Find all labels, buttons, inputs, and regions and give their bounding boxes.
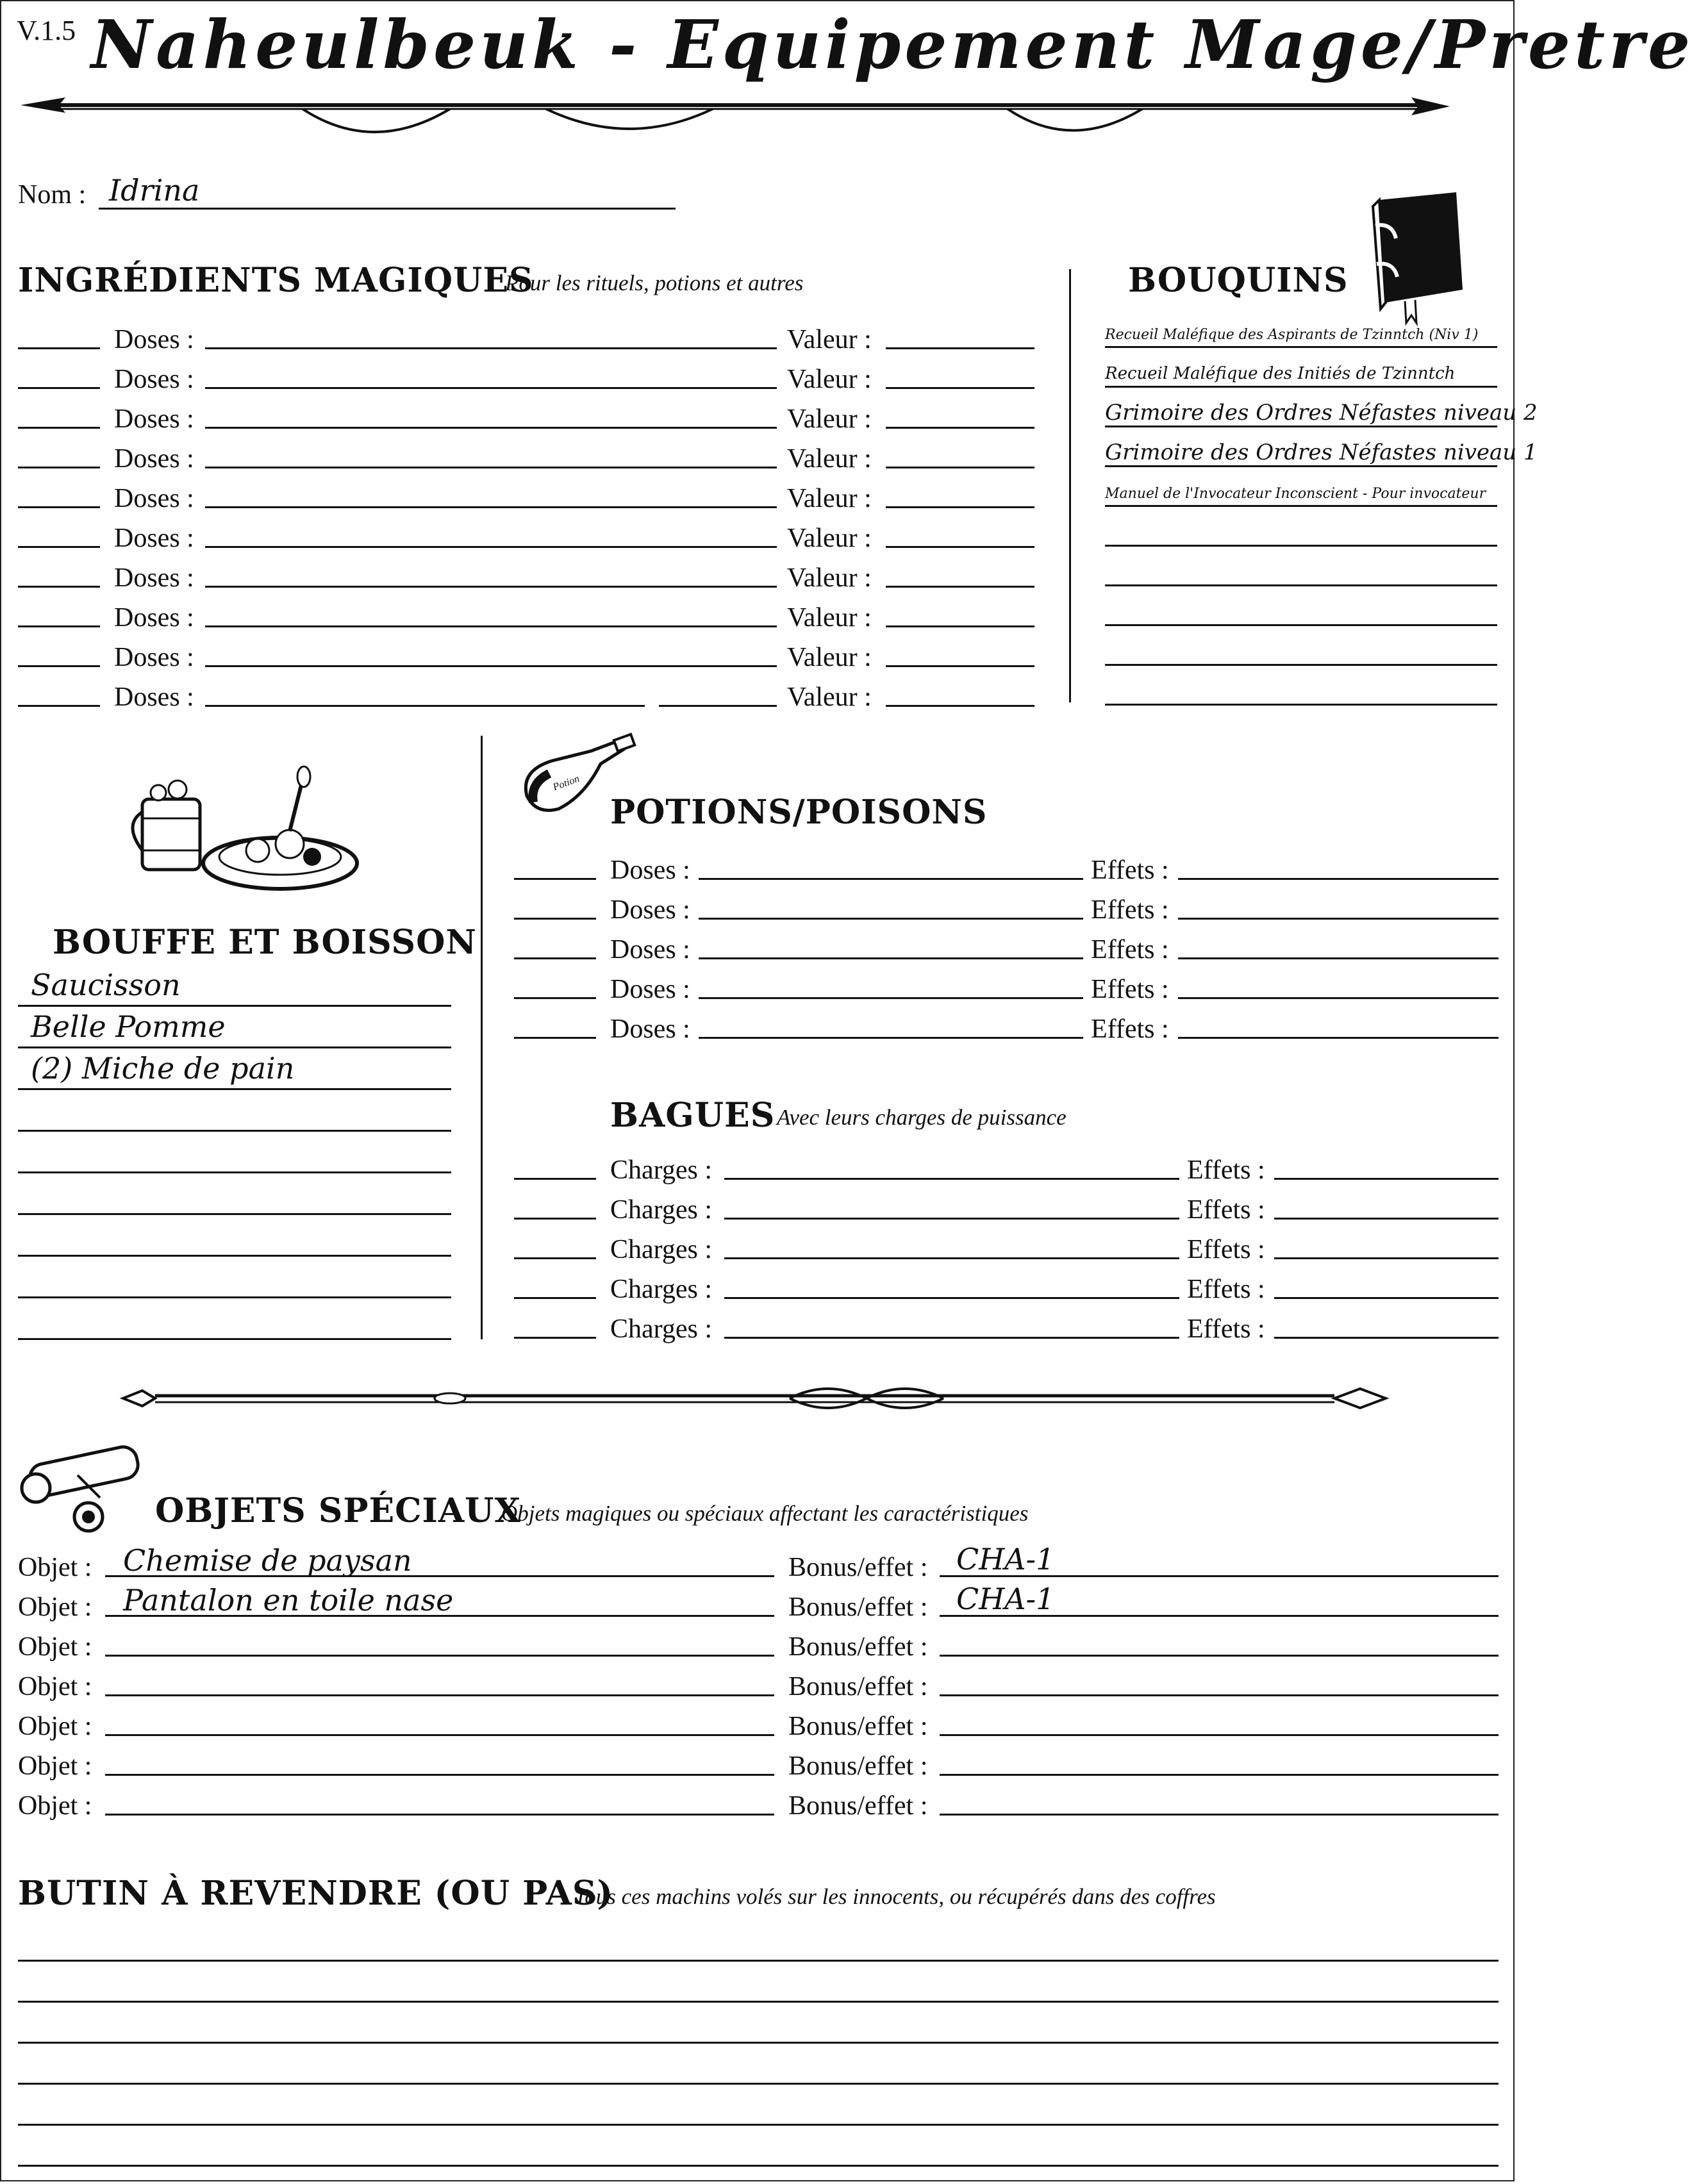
ingredient-valeur-label: Valeur : — [787, 643, 872, 672]
ingredient-valeur-field[interactable] — [886, 586, 1034, 588]
ingredient-doses-label: Doses : — [114, 325, 194, 354]
bouquin-entry[interactable]: Manuel de l'Invocateur Inconscient - Pour invocateur — [1105, 486, 1486, 502]
objet-bonus-field[interactable] — [940, 1734, 1499, 1736]
ingredient-name-field[interactable] — [205, 387, 777, 389]
bague-charges-label: Charges : — [610, 1314, 713, 1344]
bouquin-line[interactable] — [1105, 505, 1497, 507]
objet-bonus-label: Bonus/effet : — [788, 1791, 928, 1821]
ingredient-name-field[interactable] — [205, 665, 777, 667]
objet-field[interactable] — [105, 1694, 774, 1696]
ingredient-valeur-field[interactable] — [886, 387, 1034, 389]
ingredient-name-field[interactable] — [205, 546, 777, 548]
ingredient-valeur-field[interactable] — [886, 705, 1034, 707]
ingredient-name-field[interactable] — [205, 347, 777, 349]
potion-qty-field[interactable] — [514, 918, 596, 920]
potion-effets-label: Effets : — [1091, 856, 1169, 885]
bague-charges-label: Charges : — [610, 1275, 713, 1304]
bouffe-line[interactable] — [18, 1046, 451, 1048]
potion-qty-field[interactable] — [514, 957, 596, 959]
potion-qty-field[interactable] — [514, 1037, 596, 1039]
ingredient-qty-field[interactable] — [18, 665, 100, 667]
bouquin-entry[interactable]: Recueil Maléfique des Initiés de Tzinntch — [1105, 364, 1456, 383]
ingredient-name-field[interactable] — [205, 506, 777, 508]
divider-bouffe-potions — [481, 736, 483, 1339]
bouquin-line[interactable] — [1105, 386, 1497, 388]
ingredient-valeur-label: Valeur : — [787, 682, 872, 712]
ingredient-qty-field[interactable] — [18, 705, 100, 707]
ingredient-qty-field[interactable] — [18, 625, 100, 627]
bagues-subtitle: Avec leurs charges de puissance — [777, 1105, 1067, 1130]
potion-name-field[interactable] — [699, 997, 1083, 999]
bouffe-title: BOUFFE ET BOISSON — [53, 923, 477, 962]
objet-label: Objet : — [18, 1712, 92, 1741]
page-title: Naheulbeuk - Equipement Mage/Pretre — [91, 5, 1694, 84]
ingredient-valeur-field[interactable] — [886, 506, 1034, 508]
objet-label: Objet : — [18, 1592, 92, 1622]
ingredient-name-field[interactable] — [205, 705, 645, 707]
bouquin-line[interactable] — [1105, 465, 1497, 467]
bague-name-field[interactable] — [724, 1218, 1179, 1220]
objet-bonus-label: Bonus/effet : — [788, 1632, 928, 1662]
potion-doses-label: Doses : — [610, 895, 690, 925]
potion-effets-label: Effets : — [1091, 895, 1169, 925]
bague-name-field[interactable] — [724, 1178, 1179, 1180]
bouquin-entry[interactable]: Grimoire des Ordres Néfastes niveau 1 — [1105, 440, 1538, 465]
ingredient-qty-field[interactable] — [18, 586, 100, 588]
potion-name-field[interactable] — [699, 1037, 1083, 1039]
bague-effets-field[interactable] — [1274, 1178, 1499, 1180]
objet-bonus-label: Bonus/effet : — [788, 1592, 928, 1622]
ingredient-valeur-field[interactable] — [886, 467, 1034, 468]
potion-effets-field[interactable] — [1178, 918, 1499, 920]
objet-field[interactable] — [105, 1734, 774, 1736]
bague-qty-field[interactable] — [514, 1257, 596, 1259]
objet-bonus-field[interactable] — [940, 1655, 1499, 1657]
potion-doses-label: Doses : — [610, 856, 690, 885]
butin-subtitle: Tous ces machins volés sur les innocents, ou récupérés dans des coffres — [574, 1884, 1216, 1909]
bouquin-line[interactable] — [1105, 545, 1497, 547]
objet-label: Objet : — [18, 1553, 92, 1582]
objet-field[interactable] — [105, 1774, 774, 1776]
bagues-title: BAGUES — [610, 1096, 776, 1135]
objet-label: Objet : — [18, 1632, 92, 1662]
objet-bonus-label: Bonus/effet : — [788, 1672, 928, 1701]
bague-name-field[interactable] — [724, 1337, 1179, 1339]
bague-qty-field[interactable] — [514, 1337, 596, 1339]
objet-label: Objet : — [18, 1672, 92, 1701]
bague-effets-label: Effets : — [1187, 1235, 1265, 1264]
bouffe-line[interactable] — [18, 1005, 451, 1007]
potion-name-field[interactable] — [699, 878, 1083, 880]
butin-line[interactable] — [18, 2042, 1499, 2044]
ingredient-qty-field[interactable] — [18, 427, 100, 429]
name-line — [99, 208, 676, 210]
bouffe-entry[interactable]: Saucisson — [31, 968, 181, 1002]
potion-effets-field[interactable] — [1178, 1037, 1499, 1039]
butin-line[interactable] — [18, 2001, 1499, 2003]
ingredient-valeur-label: Valeur : — [787, 325, 872, 354]
bague-effets-field[interactable] — [1274, 1218, 1499, 1220]
bouffe-line[interactable] — [18, 1338, 451, 1340]
objet-bonus-label: Bonus/effet : — [788, 1553, 928, 1582]
ingredient-doses-label: Doses : — [114, 643, 194, 672]
ingredient-valeur-label: Valeur : — [787, 444, 872, 474]
objet-field[interactable] — [105, 1814, 774, 1816]
potion-effets-field[interactable] — [1178, 997, 1499, 999]
ingredient-doses-label: Doses : — [114, 484, 194, 513]
ingredient-qty-field[interactable] — [18, 387, 100, 389]
objet-bonus-field[interactable] — [940, 1694, 1499, 1696]
bague-effets-label: Effets : — [1187, 1155, 1265, 1185]
bague-charges-label: Charges : — [610, 1155, 713, 1185]
ingredient-doses-label: Doses : — [114, 444, 194, 474]
bague-qty-field[interactable] — [514, 1178, 596, 1180]
bouffe-entry[interactable]: Belle Pomme — [31, 1009, 226, 1044]
bouquins-title: BOUQUINS — [1128, 261, 1349, 300]
potion-qty-field[interactable] — [514, 878, 596, 880]
bouquin-line[interactable] — [1105, 704, 1497, 706]
ingredient-name-field-extra[interactable] — [659, 705, 777, 707]
name-label: Nom : — [18, 180, 87, 210]
ingredient-doses-label: Doses : — [114, 603, 194, 633]
ingredient-doses-label: Doses : — [114, 365, 194, 394]
potion-doses-label: Doses : — [610, 975, 690, 1004]
potion-effets-label: Effets : — [1091, 935, 1169, 964]
bouffe-line[interactable] — [18, 1213, 451, 1215]
ingredient-name-field[interactable] — [205, 625, 777, 627]
ingredient-valeur-label: Valeur : — [787, 563, 872, 593]
spear-divider-top — [14, 78, 1456, 142]
bouffe-entry[interactable]: (2) Miche de pain — [31, 1051, 295, 1086]
bague-effets-field[interactable] — [1274, 1337, 1499, 1339]
ingredients-title: INGRÉDIENTS MAGIQUES — [18, 261, 534, 300]
objet-entry[interactable]: Pantalon en toile nase — [123, 1583, 454, 1617]
bouquin-entry[interactable]: Grimoire des Ordres Néfastes niveau 2 — [1105, 400, 1538, 426]
ingredient-valeur-field[interactable] — [886, 625, 1034, 627]
staff-divider — [117, 1373, 1392, 1424]
ingredient-doses-label: Doses : — [114, 404, 194, 434]
potion-effets-label: Effets : — [1091, 975, 1169, 1004]
bouquin-line[interactable] — [1105, 624, 1497, 626]
ingredient-valeur-label: Valeur : — [787, 404, 872, 434]
ingredient-valeur-field[interactable] — [886, 665, 1034, 667]
divider-ingredients-bouquins — [1069, 269, 1071, 702]
potion-effets-field[interactable] — [1178, 878, 1499, 880]
objets-subtitle: Objets magiques ou spéciaux affectant les caractéristiques — [501, 1501, 1029, 1526]
objets-title: OBJETS SPÉCIAUX — [155, 1491, 521, 1530]
version-label: V.1.5 — [17, 15, 76, 46]
objet-bonus-label: Bonus/effet : — [788, 1751, 928, 1781]
bouffe-line[interactable] — [18, 1088, 451, 1090]
bouffe-line[interactable] — [18, 1171, 451, 1173]
scroll-and-ring-icon — [17, 1437, 145, 1539]
ingredient-valeur-label: Valeur : — [787, 484, 872, 513]
bouffe-line[interactable] — [18, 1296, 451, 1298]
ingredient-name-field[interactable] — [205, 427, 777, 429]
butin-title: BUTIN À REVENDRE (OU PAS) — [18, 1874, 613, 1913]
ingredient-qty-field[interactable] — [18, 546, 100, 548]
objet-bonus-entry[interactable]: CHA-1 — [956, 1582, 1055, 1616]
bague-name-field[interactable] — [724, 1297, 1179, 1299]
potion-name-field[interactable] — [699, 957, 1083, 959]
bague-effets-label: Effets : — [1187, 1314, 1265, 1344]
ingredient-valeur-label: Valeur : — [787, 365, 872, 394]
bouquin-line[interactable] — [1105, 426, 1497, 427]
ingredient-valeur-field[interactable] — [886, 427, 1034, 429]
ingredient-doses-label: Doses : — [114, 682, 194, 712]
bouffe-line[interactable] — [18, 1130, 451, 1132]
ingredient-qty-field[interactable] — [18, 347, 100, 349]
bague-name-field[interactable] — [724, 1257, 1179, 1259]
butin-line[interactable] — [18, 2165, 1499, 2167]
objet-label: Objet : — [18, 1751, 92, 1781]
objet-label: Objet : — [18, 1791, 92, 1821]
potion-qty-field[interactable] — [514, 997, 596, 999]
butin-line[interactable] — [18, 2124, 1499, 2126]
objet-entry[interactable]: Chemise de paysan — [123, 1543, 412, 1578]
ingredient-qty-field[interactable] — [18, 506, 100, 508]
bague-effets-field[interactable] — [1274, 1257, 1499, 1259]
objet-field[interactable] — [105, 1655, 774, 1657]
bague-effets-label: Effets : — [1187, 1275, 1265, 1304]
bague-qty-field[interactable] — [514, 1218, 596, 1220]
ingredients-subtitle: Pour les rituels, potions et autres — [505, 270, 804, 295]
bouquin-line[interactable] — [1105, 346, 1497, 348]
bague-qty-field[interactable] — [514, 1297, 596, 1299]
potion-effets-field[interactable] — [1178, 957, 1499, 959]
ingredient-valeur-label: Valeur : — [787, 603, 872, 633]
potion-bottle-label: Potion — [551, 773, 581, 793]
bouquin-line[interactable] — [1105, 664, 1497, 666]
potion-name-field[interactable] — [699, 918, 1083, 920]
potion-doses-label: Doses : — [610, 935, 690, 964]
ingredient-name-field[interactable] — [205, 467, 777, 468]
potion-doses-label: Doses : — [610, 1014, 690, 1044]
objet-bonus-field[interactable] — [940, 1774, 1499, 1776]
ingredient-doses-label: Doses : — [114, 563, 194, 593]
book-icon — [1366, 187, 1469, 325]
ingredient-qty-field[interactable] — [18, 467, 100, 468]
ingredient-doses-label: Doses : — [114, 524, 194, 553]
objet-bonus-label: Bonus/effet : — [788, 1712, 928, 1741]
potions-title: POTIONS/POISONS — [610, 793, 988, 832]
bouquin-entry[interactable]: Recueil Maléfique des Aspirants de Tzinntch (Niv 1) — [1105, 327, 1479, 343]
ingredient-valeur-field[interactable] — [886, 347, 1034, 349]
name-value[interactable]: Idrina — [109, 173, 200, 208]
ingredient-valeur-label: Valeur : — [787, 524, 872, 553]
butin-line[interactable] — [18, 2083, 1499, 2085]
ingredient-name-field[interactable] — [205, 586, 777, 588]
bouffe-line[interactable] — [18, 1255, 451, 1257]
potion-effets-label: Effets : — [1091, 1014, 1169, 1044]
butin-line[interactable] — [18, 1960, 1499, 1962]
bague-charges-label: Charges : — [610, 1235, 713, 1264]
bouquin-line[interactable] — [1105, 584, 1497, 586]
bague-effets-label: Effets : — [1187, 1195, 1265, 1225]
ingredient-valeur-field[interactable] — [886, 546, 1034, 548]
food-and-drink-icon — [129, 761, 360, 895]
bague-effets-field[interactable] — [1274, 1297, 1499, 1299]
objet-bonus-entry[interactable]: CHA-1 — [956, 1542, 1055, 1576]
bague-charges-label: Charges : — [610, 1195, 713, 1225]
objet-bonus-field[interactable] — [940, 1814, 1499, 1816]
